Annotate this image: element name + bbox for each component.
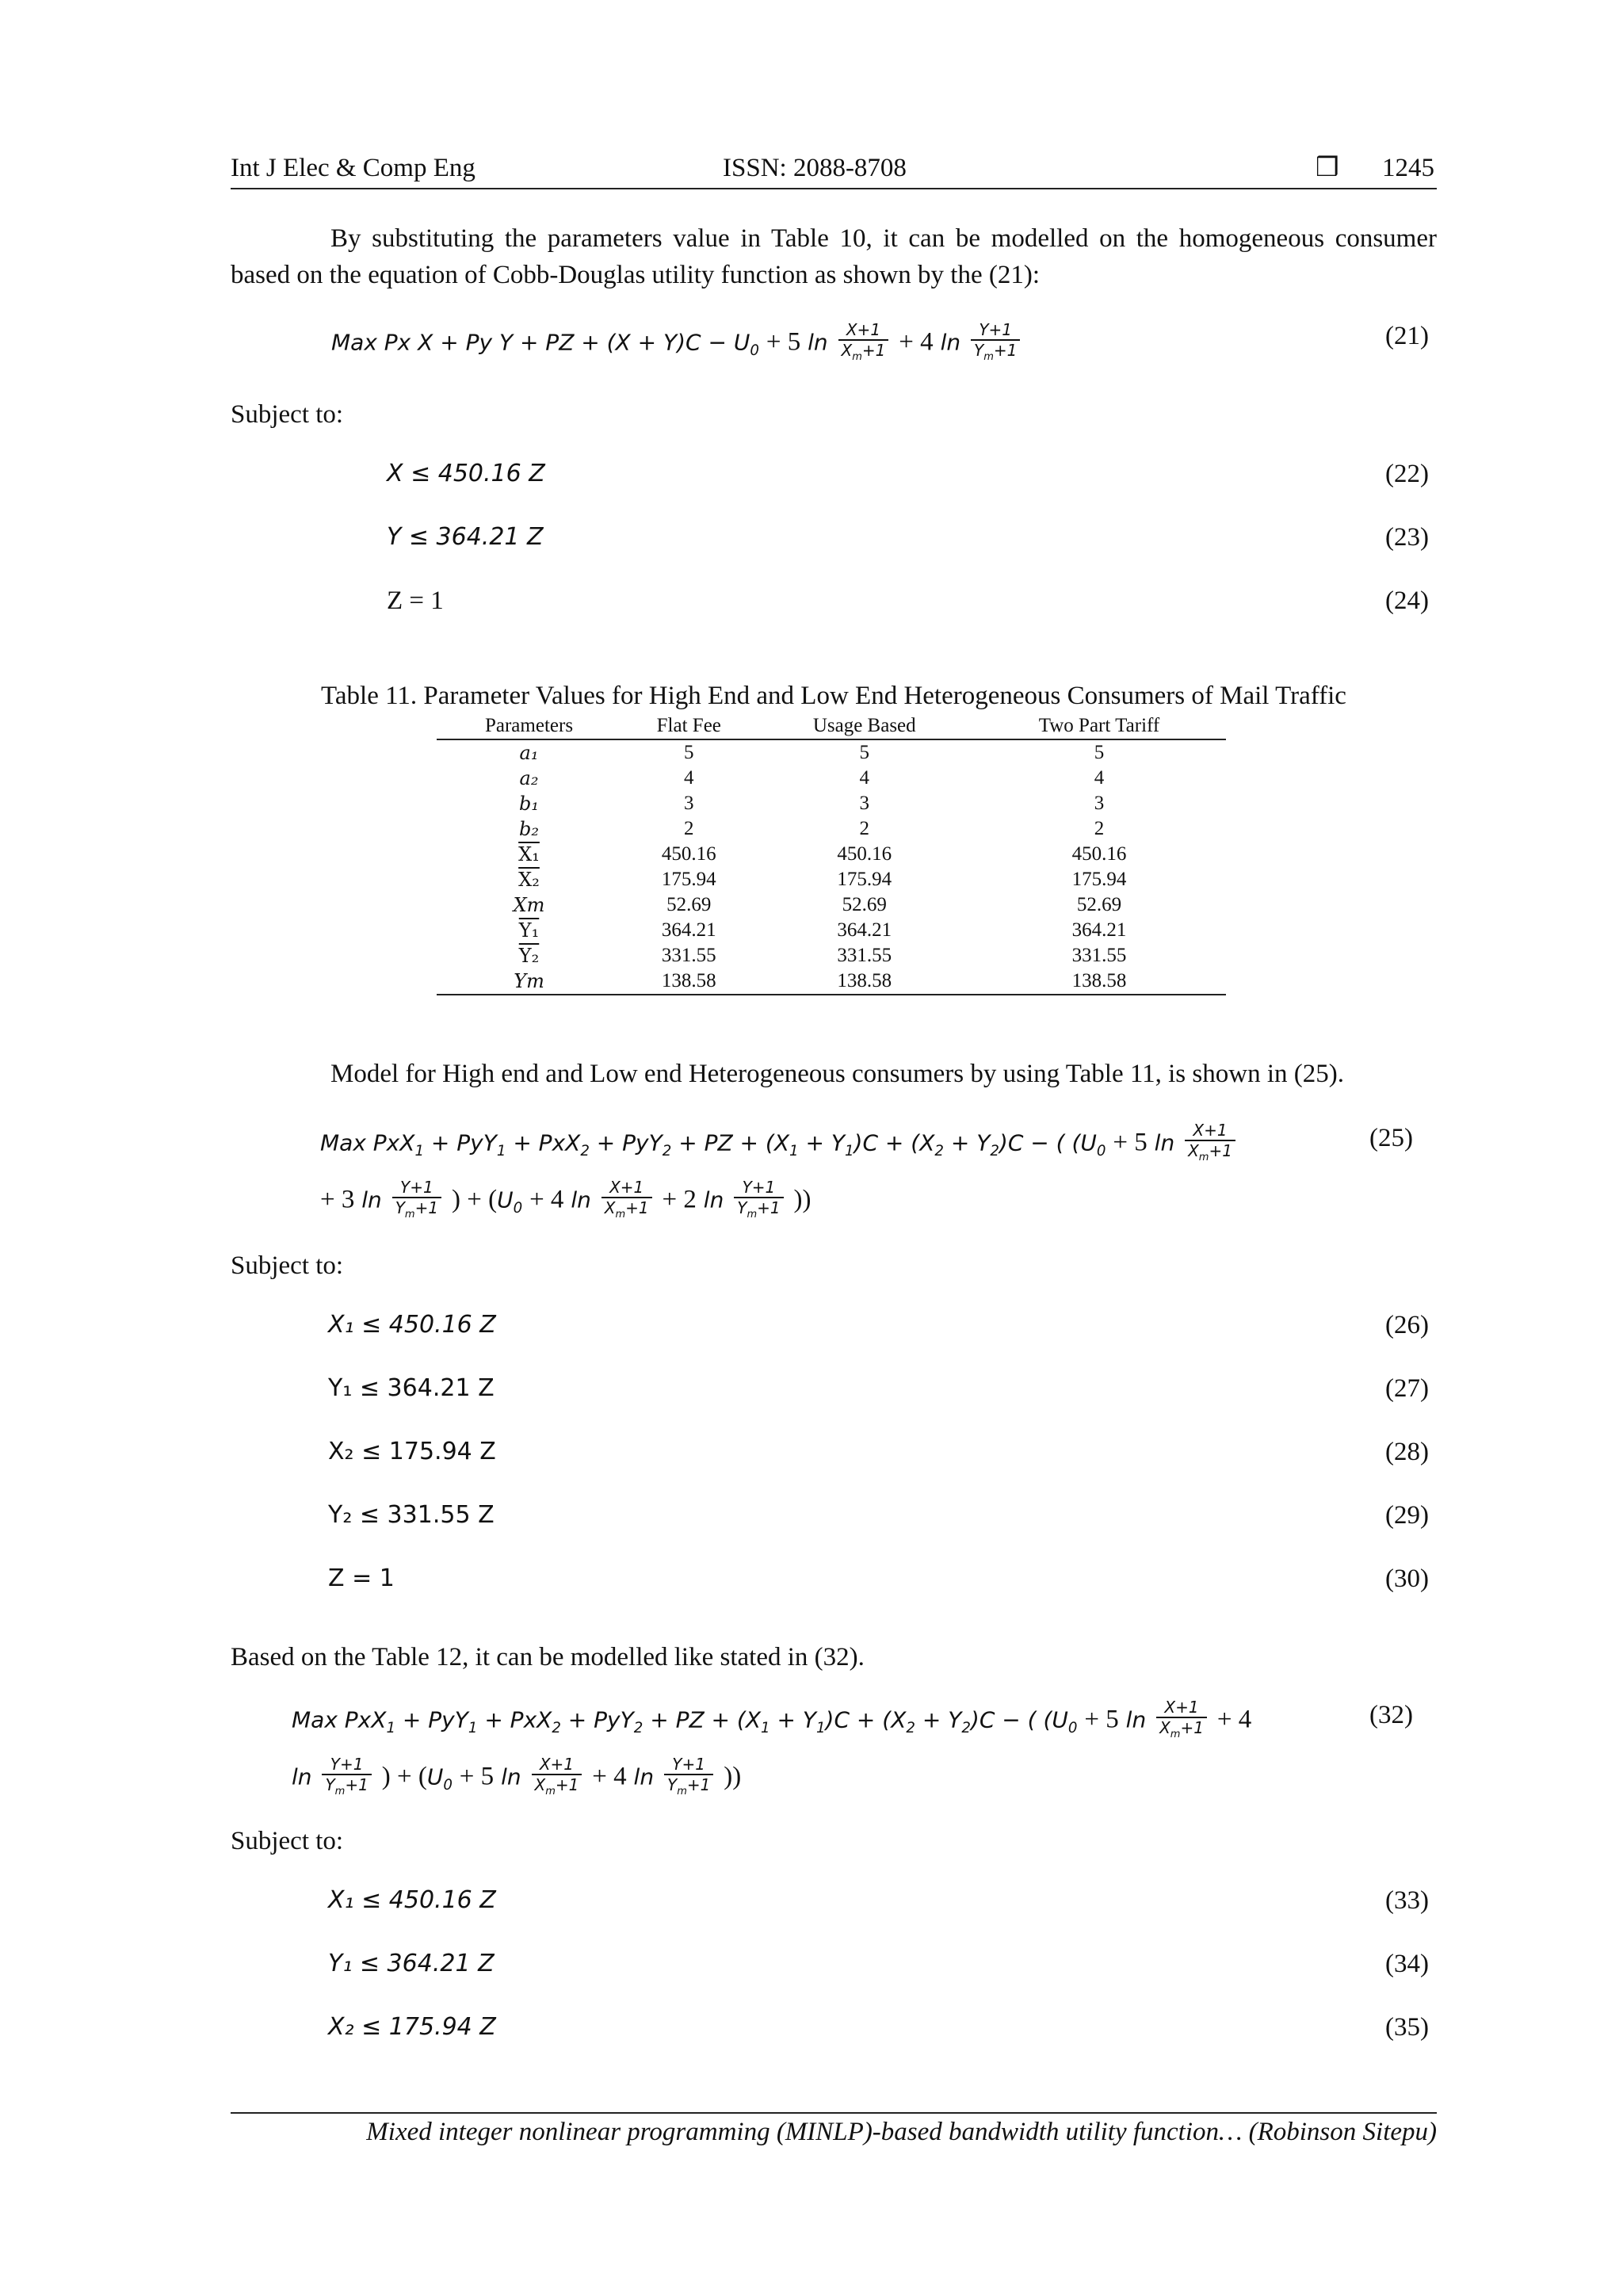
- table-cell: 138.58: [621, 968, 756, 995]
- table-cell: 331.55: [1071, 945, 1127, 966]
- table-cell: 138.58: [972, 968, 1226, 995]
- param-cell: Ym: [437, 968, 621, 995]
- subject-to-label: Subject to:: [231, 400, 344, 429]
- constraint-33: X₁ ≤ 450.16 Z: [328, 1886, 496, 1914]
- equation-21-label: (21): [1385, 322, 1429, 350]
- param-cell: X₂: [518, 869, 540, 891]
- constraint-24-label: (24): [1385, 586, 1429, 615]
- constraint-28: X₂ ≤ 175.94 Z: [328, 1438, 496, 1465]
- param-cell: Xm: [513, 894, 545, 916]
- journal-name: Int J Elec & Comp Eng: [231, 154, 475, 182]
- constraint-23: Y ≤ 364.21 Z: [387, 523, 544, 551]
- table-row: [437, 892, 1226, 918]
- column-header: Parameters: [437, 713, 621, 739]
- table-cell: 5: [859, 742, 869, 763]
- constraint-35-label: (35): [1385, 2013, 1429, 2042]
- table-cell: 175.94: [837, 869, 892, 890]
- param-cell: b₁: [519, 793, 540, 815]
- intro-paragraph: By substituting the parameters value in Table 10, it can be modelled on the homogeneous consumer based on the equation of Cobb-Douglas utility function as shown by the (21):: [231, 224, 1437, 289]
- equation-21: Max Px X + Py Y + PZ + $(X + Y)C - U_0 + 5$ ln $\frac{X+1}{X_m+1}$ + 4 ln $\frac{Y+1}{Y_m+1}$: [331, 320, 1023, 367]
- page-number: 1245: [1382, 154, 1434, 182]
- constraint-22-label: (22): [1385, 460, 1429, 488]
- table-cell: 5: [684, 742, 694, 763]
- table-cell: 175.94: [1071, 869, 1127, 890]
- table-cell: 450.16: [1071, 843, 1127, 865]
- table-row: [437, 968, 1226, 995]
- equation-32-line-2: ln $\frac{Y+1}{Y_m+1}$ ) + ($U_0 + 5$ ln $\frac{X+1}{X_m+1}$ + 4 ln $\frac{Y+1}{Y_m+1}$ )): [292, 1755, 742, 1797]
- constraint-26: X₁ ≤ 450.16 Z: [328, 1311, 496, 1339]
- table-cell: 52.69: [666, 894, 712, 915]
- constraint-35: X₂ ≤ 175.94 Z: [328, 2013, 496, 2041]
- equation-32-line-1: Max PxX$_1$ + PyY$_1$ + PxX$_2$ + PyY$_2$ + PZ + $(X_1 + Y_1)C + (X_2 + Y_2)C$ − ( ($U_0 + 5$ ln $\frac{X+1}{X_m+1}$ + 4: [292, 1698, 1252, 1740]
- constraint-28-label: (28): [1385, 1438, 1429, 1466]
- table-cell: 4: [684, 767, 694, 789]
- constraint-23-label: (23): [1385, 523, 1429, 552]
- param-cell: Y₂: [518, 945, 540, 967]
- table-row: [437, 918, 1226, 943]
- param-cell: a₂: [519, 767, 539, 789]
- box-icon: ❒: [1316, 154, 1339, 182]
- header-rule: [231, 188, 1437, 189]
- table-cell: 2: [859, 818, 869, 839]
- table-cell: 138.58: [757, 968, 972, 995]
- constraint-27-label: (27): [1385, 1374, 1429, 1403]
- table-11: [437, 713, 1226, 995]
- subject-to-label: Subject to:: [231, 1827, 344, 1855]
- table-cell: 2: [684, 818, 694, 839]
- running-footer: Mixed integer nonlinear programming (MINLP)-based bandwidth utility function… (Robinson Sitepu): [366, 2118, 1437, 2146]
- table-cell: 4: [1094, 767, 1105, 789]
- table-row: [437, 842, 1226, 867]
- constraint-29-label: (29): [1385, 1501, 1429, 1530]
- table-cell: 450.16: [837, 843, 892, 865]
- constraint-27: Y₁ ≤ 364.21 Z: [328, 1374, 495, 1402]
- table-row: [437, 739, 1226, 766]
- constraint-30: Z = 1: [328, 1564, 395, 1592]
- table-row: [437, 943, 1226, 968]
- model-paragraph: Model for High end and Low end Heterogeneous consumers by using Table 11, is shown in (25).: [330, 1060, 1344, 1088]
- table-cell: 331.55: [661, 945, 716, 966]
- constraint-34: Y₁ ≤ 364.21 Z: [328, 1950, 495, 1977]
- equation-25-label: (25): [1369, 1124, 1413, 1152]
- equation-25-line-1: Max PxX$_1$ + PyY$_1$ + PxX$_2$ + PyY$_2$ + PZ + $(X_1 + Y_1)C + (X_2 + Y_2)C$ − ( ($U_0 + 5$ ln $\frac{X+1}{X_m+1}$: [320, 1121, 1239, 1167]
- constraint-30-label: (30): [1385, 1564, 1429, 1593]
- table-cell: 331.55: [837, 945, 892, 966]
- table-12-paragraph: Based on the Table 12, it can be modelled like stated in (32).: [231, 1643, 865, 1671]
- table-cell: 364.21: [661, 919, 716, 941]
- table-cell: 52.69: [842, 894, 887, 915]
- table-header-row: [437, 713, 1226, 739]
- table-11-caption: Table 11. Parameter Values for High End and Low End Heterogeneous Consumers of Mail Traffic: [321, 682, 1346, 710]
- table-row: [437, 791, 1226, 816]
- constraint-29: Y₂ ≤ 331.55 Z: [328, 1501, 495, 1529]
- table-cell: 450.16: [661, 843, 716, 865]
- param-cell: Y₁: [518, 919, 540, 942]
- table-cell: 364.21: [837, 919, 892, 941]
- constraint-26-label: (26): [1385, 1311, 1429, 1339]
- constraint-22: X ≤ 450.16 Z: [387, 460, 545, 487]
- column-header: Two Part Tariff: [972, 713, 1226, 739]
- equation-25-line-2: + 3 ln $\frac{Y+1}{Y_m+1}$ ) + ($U_0 + 4$ ln $\frac{X+1}{X_m+1}$ + 2 ln $\frac{Y+1}{Y_m+1}$ )): [320, 1178, 812, 1221]
- table-cell: 2: [1094, 818, 1105, 839]
- table-row: [437, 766, 1226, 791]
- constraint-33-label: (33): [1385, 1886, 1429, 1915]
- table-row: [437, 816, 1226, 842]
- subject-to-label: Subject to:: [231, 1251, 344, 1280]
- param-cell: b₂: [519, 818, 540, 840]
- issn: ISSN: 2088-8708: [723, 154, 907, 182]
- equation-32-label: (32): [1369, 1701, 1413, 1729]
- column-header: Flat Fee: [621, 713, 756, 739]
- column-header: Usage Based: [757, 713, 972, 739]
- table-row: [437, 867, 1226, 892]
- table-cell: 3: [1094, 793, 1105, 814]
- table-cell: 5: [1094, 742, 1105, 763]
- param-cell: a₁: [519, 742, 539, 764]
- table-cell: 175.94: [661, 869, 716, 890]
- table-cell: 364.21: [1071, 919, 1127, 941]
- table-cell: 4: [859, 767, 869, 789]
- table-cell: 52.69: [1076, 894, 1122, 915]
- param-cell: X₁: [518, 843, 540, 865]
- constraint-34-label: (34): [1385, 1950, 1429, 1978]
- table-cell: 3: [684, 793, 694, 814]
- table-cell: 3: [859, 793, 869, 814]
- constraint-24: Z = 1: [387, 586, 444, 615]
- footer-rule: [231, 2112, 1437, 2114]
